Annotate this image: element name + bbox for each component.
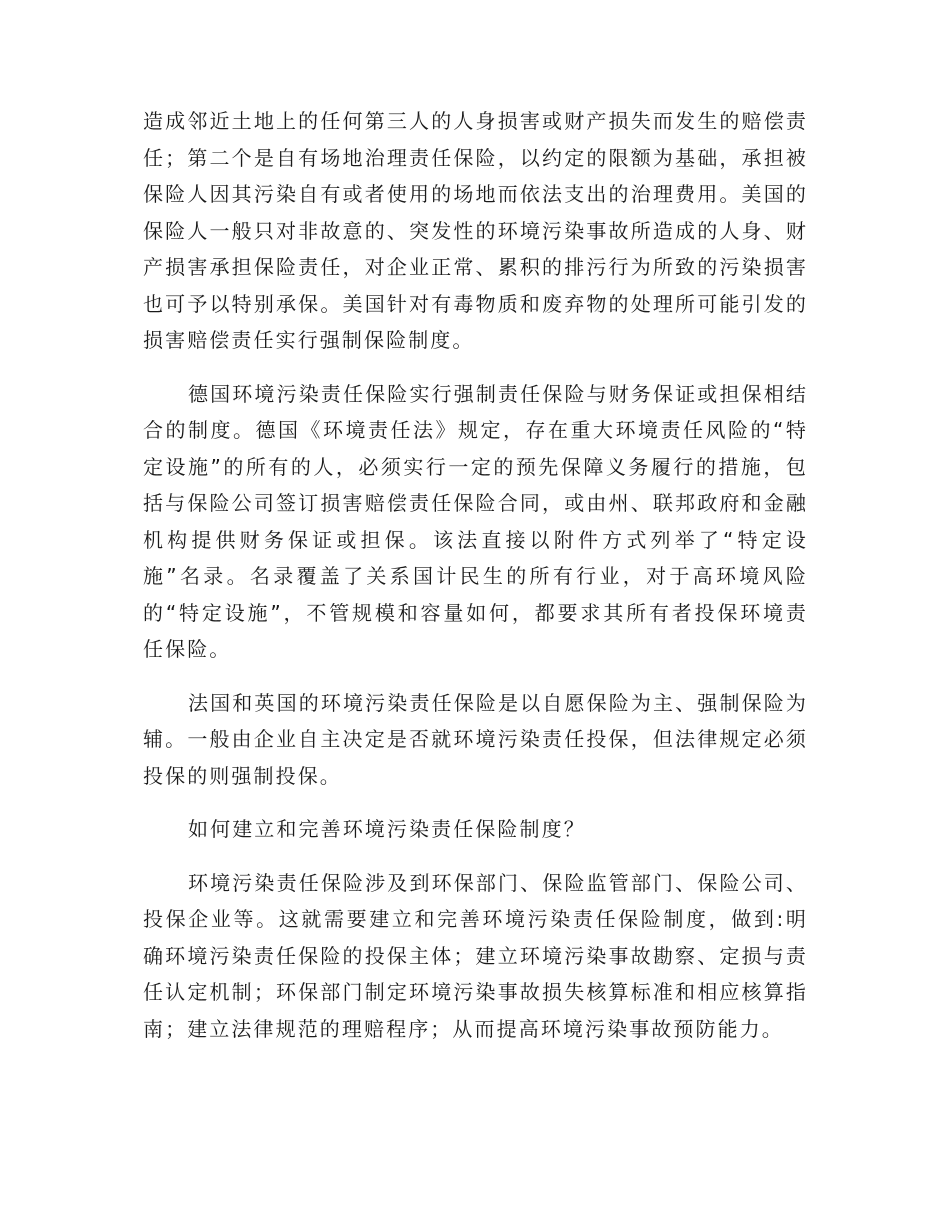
paragraph-1: 造成邻近土地上的任何第三人的人身损害或财产损失而发生的赔偿责任；第二个是自有场地治理责任保险，以约定的限额为基础，承担被保险人因其污染自有或者使用的场地而依法支出的治理费用。美国的保险人一般只对非故意的、突发性的环境污染事故所造成的人身、财产损害承担保险责任，对企业正常、累积的排污行为所致的污染损害也可予以特别承保。美国针对有毒物质和废弃物的处理所可能引发的损害赔偿责任实行强制保险制度。 bbox=[143, 109, 808, 352]
paragraph-3: 法国和英国的环境污染责任保险是以自愿保险为主、强制保险为辅。一般由企业自主决定是否就环境污染责任投保，但法律规定必须投保的则强制投保。 bbox=[143, 690, 808, 788]
paragraph-5: 环境污染责任保险涉及到环保部门、保险监管部门、保险公司、投保企业等。这就需要建立和完善环境污染责任保险制度，做到:明确环境污染责任保险的投保主体；建立环境污染事故勘察、定损与责任认定机制；环保部门制定环境污染事故损失核算标准和相应核算指南；建立法律规范的理赔程序；从而提高环境污染事故预防能力。 bbox=[143, 870, 808, 1041]
paragraph-2: 德国环境污染责任保险实行强制责任保险与财务保证或担保相结合的制度。德国《环境责任法》规定，存在重大环境责任风险的“特定设施”的所有的人，必须实行一定的预先保障义务履行的措施，包括与保险公司签订损害赔偿责任保险合同，或由州、联邦政府和金融机构提供财务保证或担保。该法直接以附件方式列举了“特定设施”名录。名录覆盖了关系国计民生的所有行业，对于高环境风险的“特定设施”，不管规模和容量如何，都要求其所有者投保环境责任保险。 bbox=[143, 381, 808, 661]
document-body bbox=[143, 103, 808, 1064]
section-question: 如何建立和完善环境污染责任保险制度？ bbox=[188, 817, 586, 841]
